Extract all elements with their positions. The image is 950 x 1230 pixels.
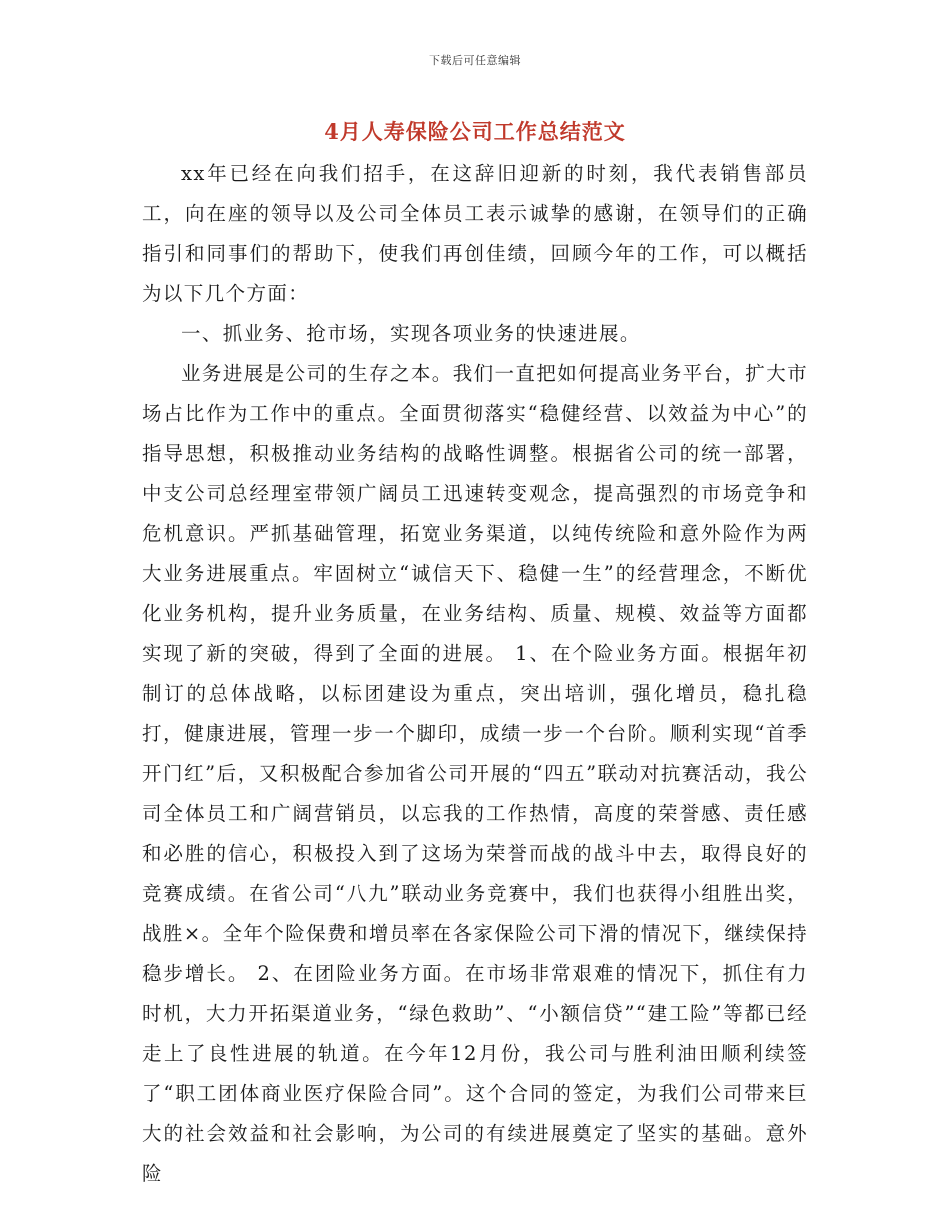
document-title: 4月人寿保险公司工作总结范文 [324,119,626,144]
paragraph-section-heading: 一、抓业务、抢市场，实现各项业务的快速进展。 [181,322,641,345]
paragraph-business: 业务进展是公司的生存之本。我们一直把如何提高业务平台，扩大市场占比作为工作中的重点。全面贯彻落实“稳健经营、以效益为中心”的指导思想，积极推动业务结构的战略性调整。根据省公司的统一部署，中支公司总经理室带领广阔员工迅速转变观念，提高强烈的市场竞争和危机意识。严抓基础管理，拓宽业务渠道，以纯传统险和意外险作为两大业务进展重点。牢固树立“诚信天下、稳健一生”的经营理念，不断优化业务机构，提升业务质量，在业务结构、质量、规模、效益等方面都实现了新的突破，得到了全面的进展。 1、在个险业务方面。根据年初制订的总体战略，以标团建设为重点，突出培训，强化增员，稳扎稳打，健康进展，管理一步一个脚印，成绩一步一个台阶。顺利实现“首季开门红”后，又积极配合参加省公司开展的“四五”联动对抗赛活动，我公司全体员工和广阔营销员，以忘我的工作热情，高度的荣誉感、责任感和必胜的信心，积极投入到了这场为荣誉而战的战斗中去，取得良好的竞赛成绩。在省公司“八九”联动业务竞赛中，我们也获得小组胜出奖，战胜×。全年个险保费和增员率在各家保险公司下滑的情况下，继续保持稳步增长。 2、在团险业务方面。在市场非常艰难的情况下，抓住有力时机，大力开拓渠道业务，“绿色救助”、“小额信贷”“建工险”等都已经走上了良性进展的轨道。在今年12月份，我公司与胜利油田顺利续签了“职工团体商业医疗保险合同”。这个合同的签定，为我们公司带来巨大的社会效益和社会影响，为公司的有续进展奠定了坚实的基础。意外险 [142,362,809,1185]
document-body [142,154,808,1194]
header-note: 下载后可任意编辑 [429,54,521,67]
paragraph-intro: xx年已经在向我们招手，在这辞旧迎新的时刻，我代表销售部员工，向在座的领导以及公司全体员工表示诚挚的感谢，在领导们的正确指引和同事们的帮助下，使我们再创佳绩，回顾今年的工作，可以概括为以下几个方面： [142,162,808,305]
